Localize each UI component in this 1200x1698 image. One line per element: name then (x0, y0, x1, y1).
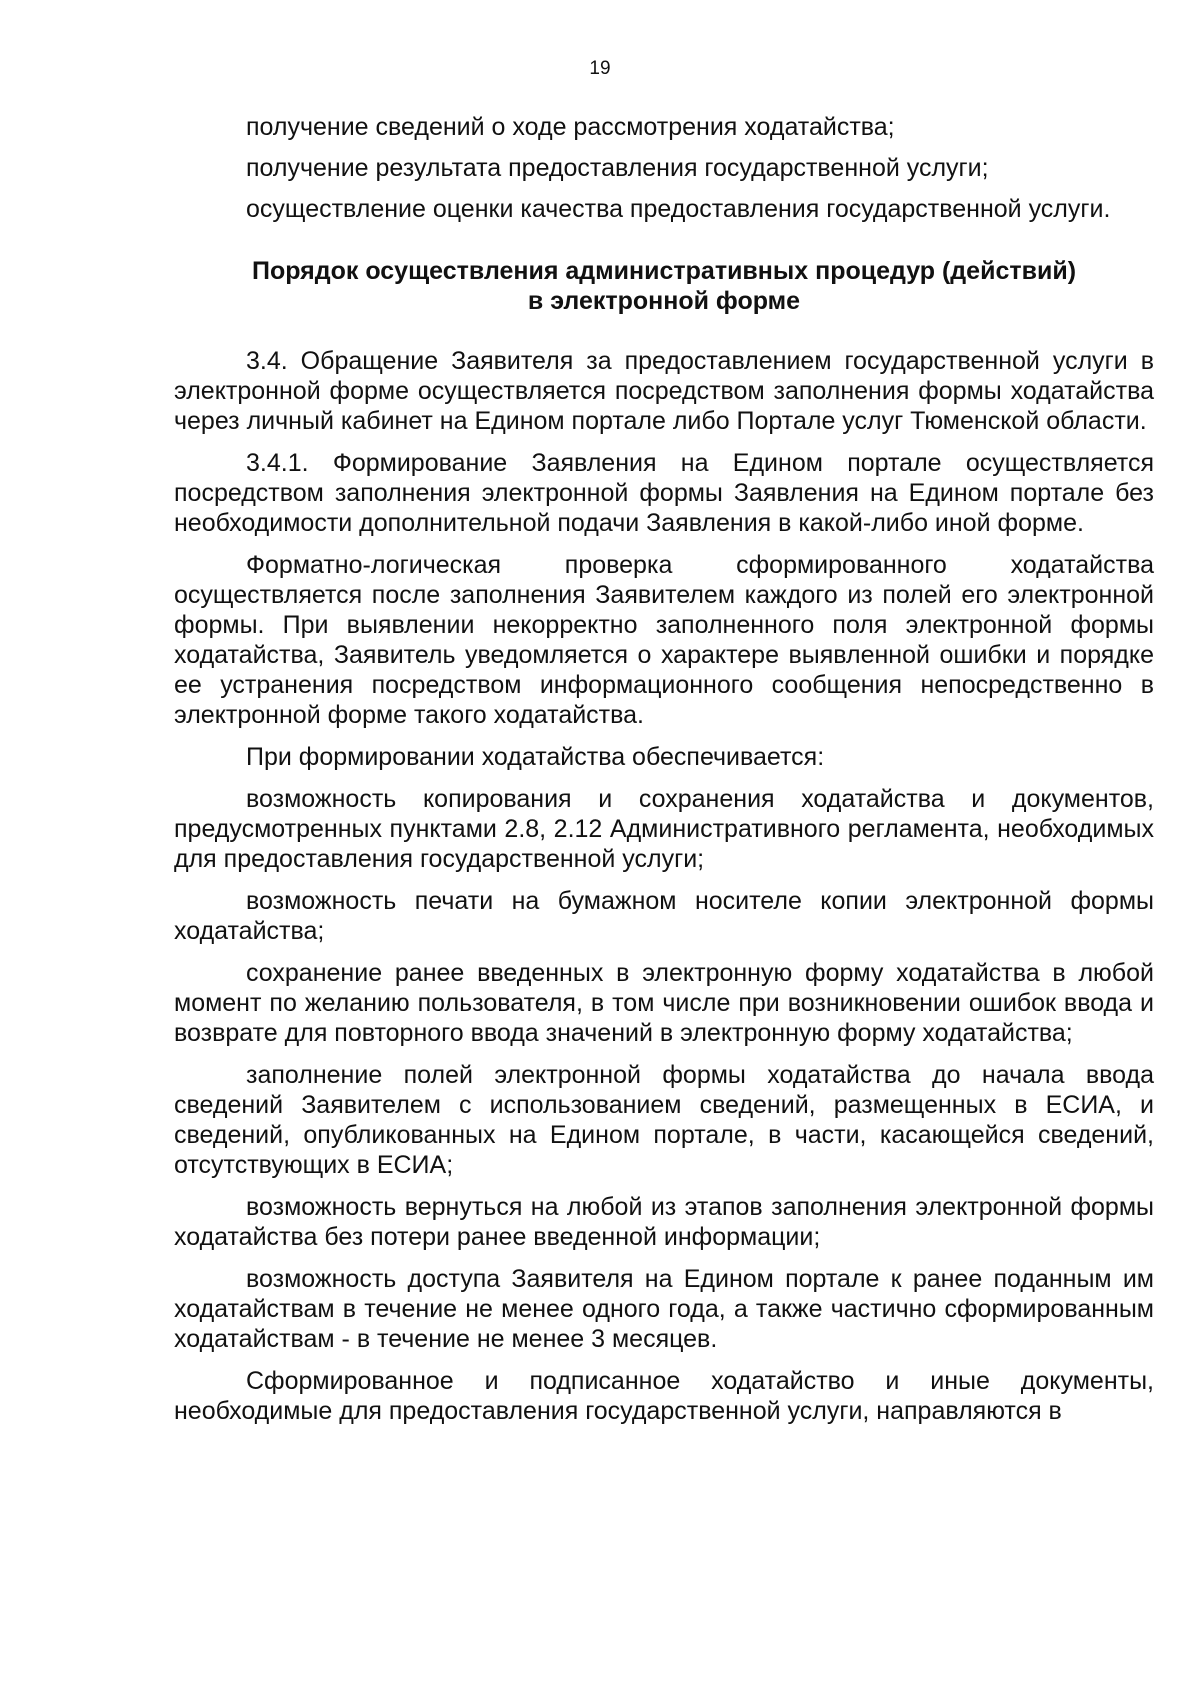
paragraph-3-4: 3.4. Обращение Заявителя за предоставлением государственной услуги в электронной форме осуществляется посредством заполнения формы ходатайства через личный кабинет на Едином портале либо Портале услуг Тюменской области. (174, 347, 1154, 435)
paragraph-submission: Сформированное и подписанное ходатайство и иные документы, необходимые для предоставления государственной услуги, направляются в (174, 1367, 1154, 1425)
paragraph-3-4-1: 3.4.1. Формирование Заявления на Едином портале осуществляется посредством заполнения электронной формы Заявления на Едином портале без необходимости дополнительной подачи Заявления в какой-либо иной форме. (174, 449, 1154, 537)
list-item-save-entered: сохранение ранее введенных в электронную форму ходатайства в любой момент по желанию пользователя, в том числе при возникновении ошибок ввода и возврате для повторного ввода значений в электронную форму ходатайства; (174, 959, 1154, 1047)
paragraph-format-check: Форматно-логическая проверка сформированного ходатайства осуществляется после заполнения Заявителем каждого из полей его электронной формы. При выявлении некорректно заполненного поля электронной формы ходатайства, Заявитель уведомляется о характере выявленной ошибки и порядке ее устранения посредством информационного сообщения непосредственно в электронной форме такого ходатайства. (174, 551, 1154, 729)
paragraph-top-3: осуществление оценки качества предоставления государственной услуги. (246, 195, 1111, 223)
paragraph-top-1: получение сведений о ходе рассмотрения ходатайства; (246, 113, 895, 141)
section-heading-line-2: в электронной форме (527, 287, 801, 315)
document-body (174, 112, 1154, 1438)
list-item-print: возможность печати на бумажном носителе копии электронной формы ходатайства; (174, 887, 1154, 945)
list-item-access-history: возможность доступа Заявителя на Едином портале к ранее поданным им ходатайствам в течение не менее одного года, а также частично сформированным ходатайствам - в течение не менее 3 месяцев. (174, 1265, 1154, 1353)
section-heading-line-1: Порядок осуществления административных процедур (действий) (251, 257, 1077, 285)
paragraph-provides-intro: При формировании ходатайства обеспечивается: (246, 743, 825, 771)
list-item-copy-save: возможность копирования и сохранения ходатайства и документов, предусмотренных пунктами 2.8, 2.12 Административного регламента, необходимых для предоставления государственной услуги; (174, 785, 1154, 873)
list-item-prefill: заполнение полей электронной формы ходатайства до начала ввода сведений Заявителем с использованием сведений, размещенных в ЕСИА, и сведений, опубликованных на Едином портале, в части, касающейся сведений, отсутствующих в ЕСИА; (174, 1061, 1154, 1179)
paragraph-top-2: получение результата предоставления государственной услуги; (246, 154, 989, 182)
section-heading (174, 256, 1154, 316)
page-number: 19 (589, 58, 611, 79)
list-item-return-step: возможность вернуться на любой из этапов заполнения электронной формы ходатайства без потери ранее введенной информации; (174, 1193, 1154, 1251)
